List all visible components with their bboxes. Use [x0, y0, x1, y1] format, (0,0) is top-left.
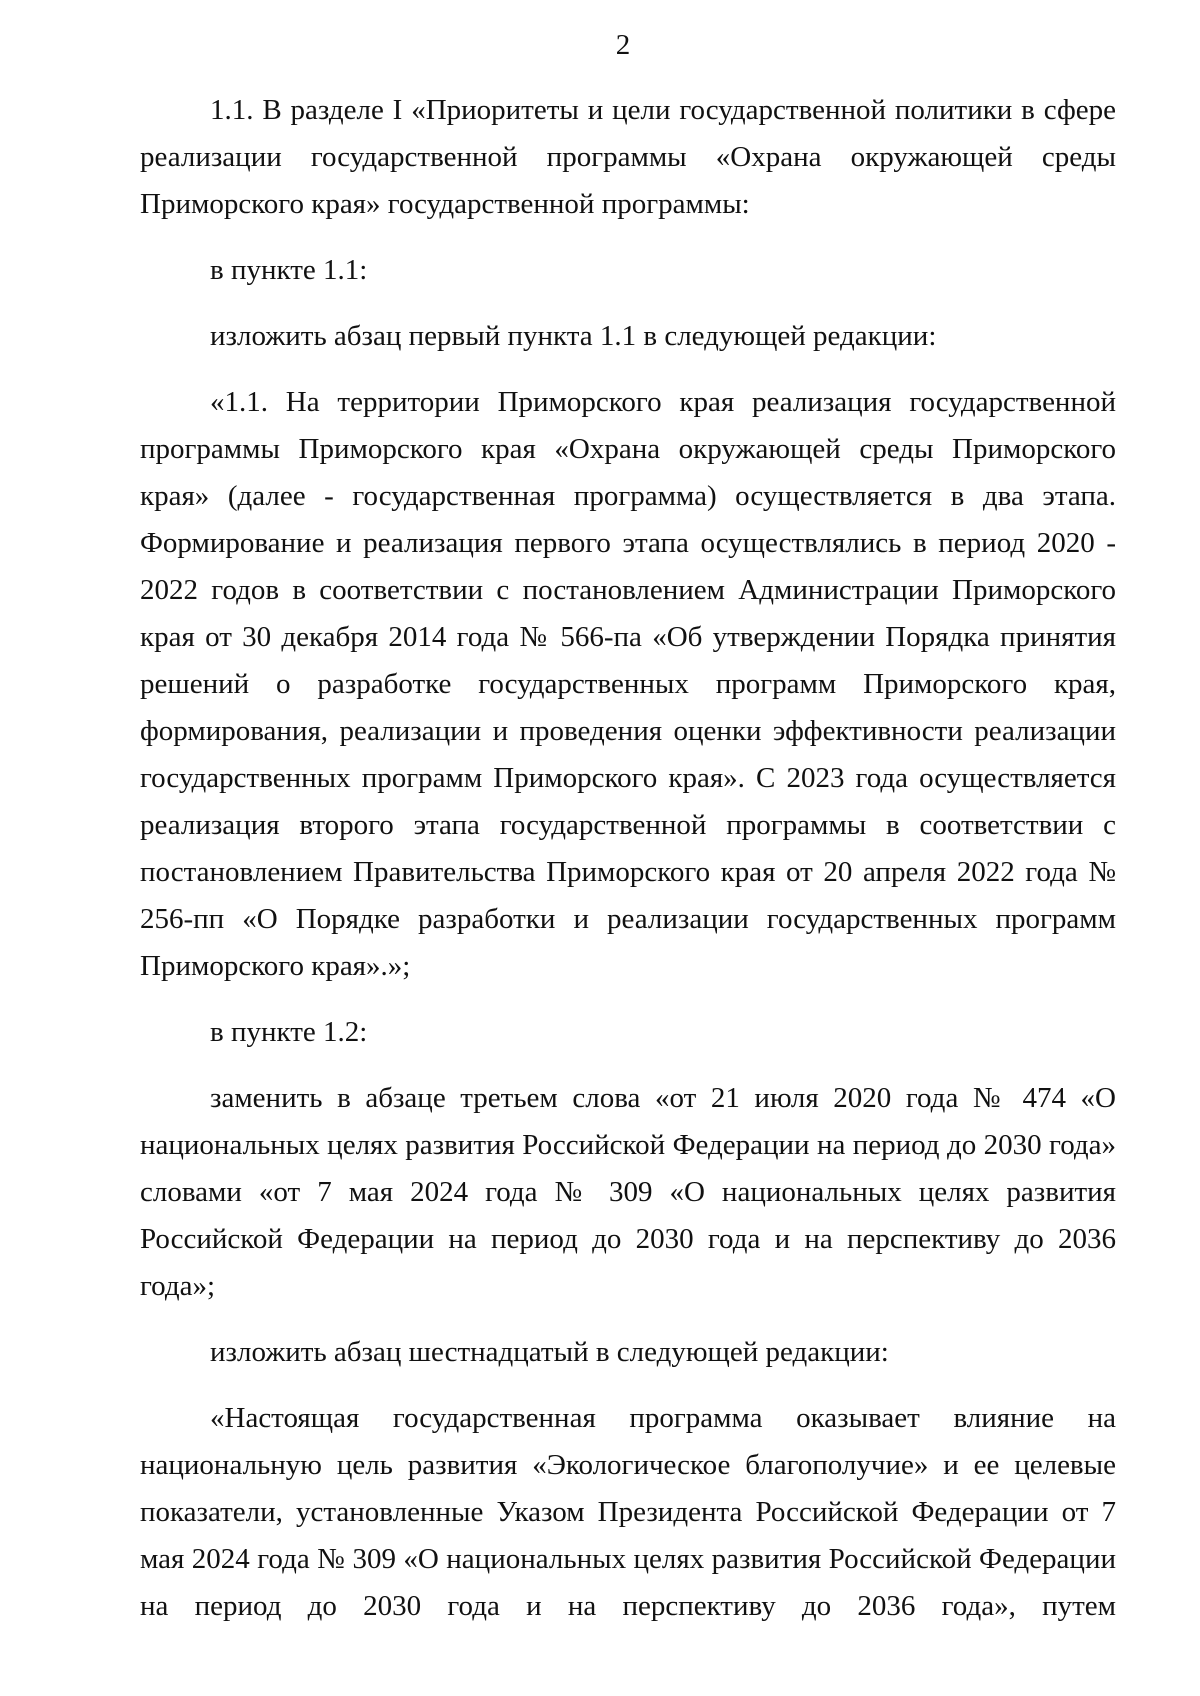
paragraph-point-1-1: в пункте 1.1:: [210, 254, 368, 286]
page-number: 2: [615, 29, 631, 61]
paragraph-replace-words: заменить в абзаце третьем слова «от 21 июля 2020 года № 474 «О национальных целях развития Российской Федерации на период до 2030 года» словами «от 7 мая 2024 года № 309 «О национальных целях развития Российской Федерации на период до 2030 года и на перспективу до 2036 года»;: [140, 1082, 1116, 1302]
paragraph-instruction-2: изложить абзац шестнадцатый в следующей редакции:: [210, 1336, 889, 1368]
paragraph-new-text-16: «Настоящая государственная программа оказывает влияние на национальную цель развития «Экологическое благополучие» и ее целевые показатели, установленные Указом Президента Российской Федерации от 7 мая 2024 года № 309 «О национальных целях развития Российской Федерации на период до 2030 года и на перспективу до 2036 года», путем: [140, 1402, 1116, 1622]
paragraph-instruction-1: изложить абзац первый пункта 1.1 в следующей редакции:: [210, 320, 937, 352]
paragraph-section-intro: 1.1. В разделе I «Приоритеты и цели государственной политики в сфере реализации государственной программы «Охрана окружающей среды Приморского края» государственной программы:: [140, 94, 1116, 220]
document-body: [140, 87, 1116, 1649]
paragraph-point-1-2: в пункте 1.2:: [210, 1016, 368, 1048]
paragraph-new-text-1-1: «1.1. На территории Приморского края реализация государственной программы Приморского края «Охрана окружающей среды Приморского края» (далее - государственная программа) осуществляется в два этапа. Формирование и реализация первого этапа осуществлялись в период 2020 - 2022 годов в соответствии с постановлением Администрации Приморского края от 30 декабря 2014 года № 566-па «Об утверждении Порядка принятия решений о разработке государственных программ Приморского края, формирования, реализации и проведения оценки эффективности реализации государственных программ Приморского края». С 2023 года осуществляется реализация второго этапа государственной программы в соответствии с постановлением Правительства Приморского края от 20 апреля 2022 года № 256-пп «О Порядке разработки и реализации государственных программ Приморского края».»;: [140, 386, 1116, 982]
